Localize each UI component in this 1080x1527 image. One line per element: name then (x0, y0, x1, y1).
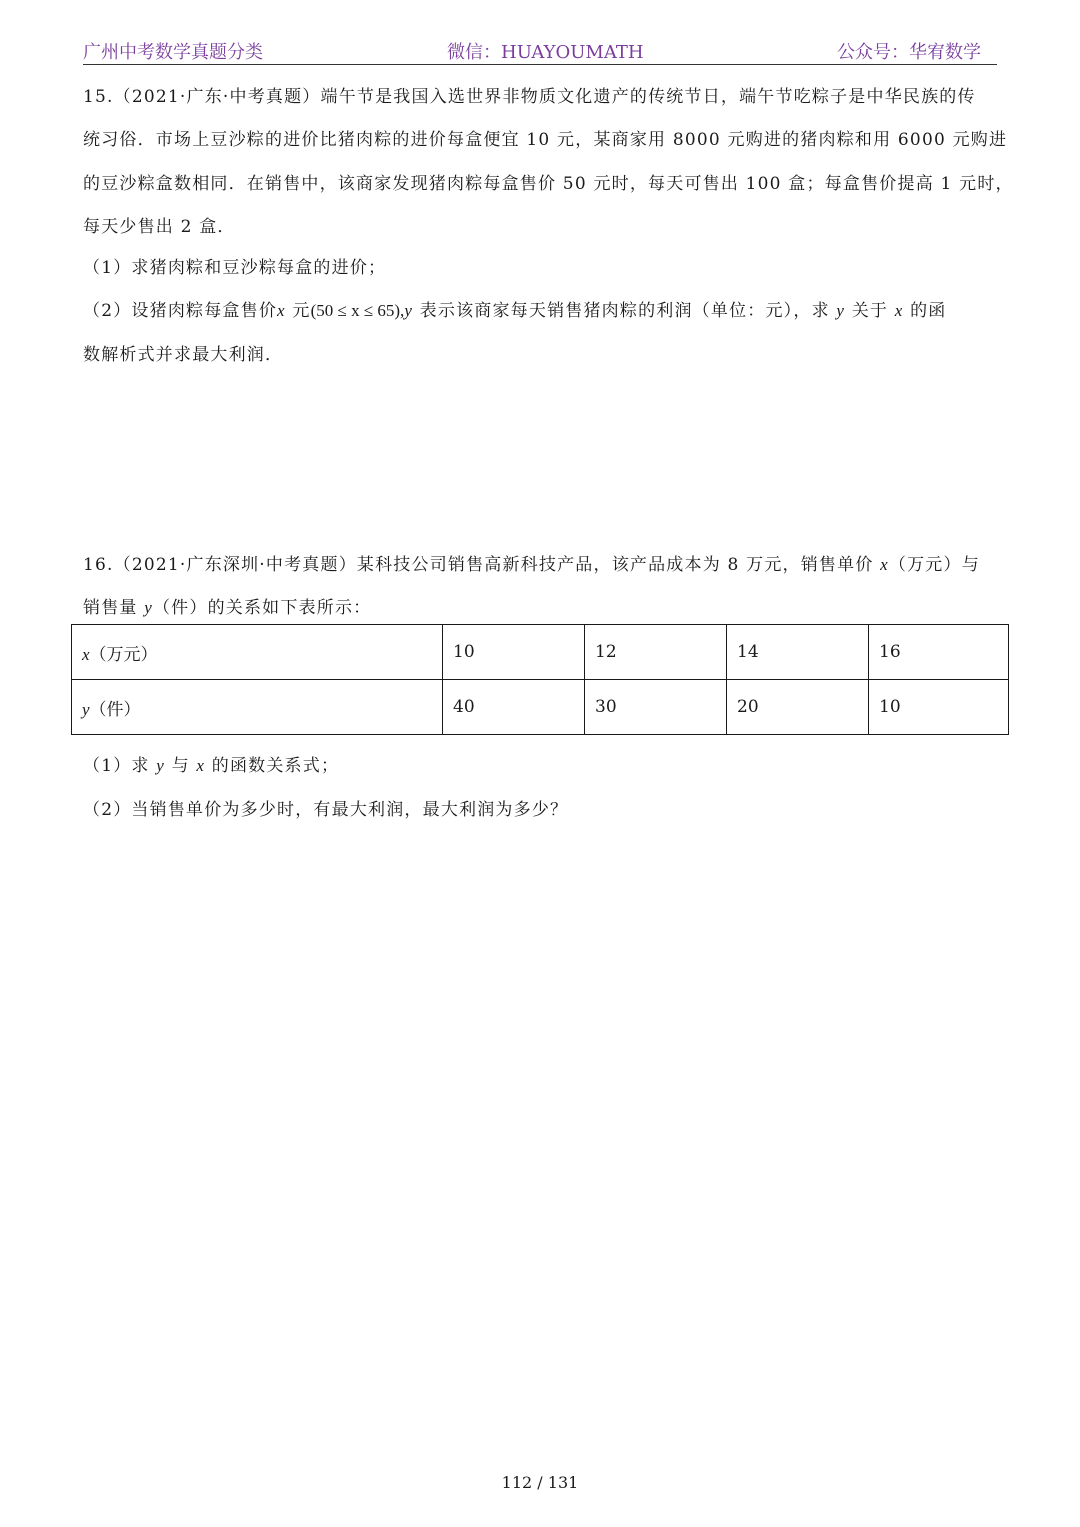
table-row (72, 625, 1009, 680)
table-cell: 30 (585, 680, 727, 735)
q15-subquestion-1: （1）求猪肉粽和豆沙粽每盒的进价； (83, 258, 387, 278)
var-y: y (836, 301, 846, 320)
var-x: x (82, 644, 90, 664)
table-cell: 16 (869, 625, 1009, 680)
q16-stem-text-a: 16.（2021·广东深圳·中考真题）某科技公司销售高新科技产品，该产品成本为 8 万元，销售单价 (83, 555, 881, 575)
q15-subquestion-2 (83, 296, 947, 321)
header-wechat-id: 微信：HUAYOUMATH (447, 42, 644, 63)
var-x: x (894, 301, 904, 320)
table-cell: 10 (869, 680, 1009, 735)
q15-sub2-text-d: 关于 (845, 301, 895, 321)
header-divider (83, 64, 997, 65)
table-header-x (72, 625, 443, 680)
table-cell: 20 (727, 680, 869, 735)
var-x: x (880, 555, 889, 574)
q15-price-range: (50 ≤ x ≤ 65), (310, 301, 405, 320)
var-x: x (277, 301, 286, 320)
page-number: 112 / 131 (501, 1473, 579, 1492)
q15-subquestion-2-cont: 数解析式并求最大利润． (83, 345, 284, 365)
q16-sub1-text-a: （1）求 (83, 756, 157, 776)
var-y: y (404, 301, 414, 320)
q16-stem-text-d: （件）的关系如下表所示： (152, 598, 372, 618)
q15-sub2-text-c: 表示该商家每天销售猪肉粽的利润（单位：元），求 (413, 301, 837, 321)
var-y: y (144, 598, 153, 617)
q16-subquestion-1 (83, 751, 339, 776)
header-public-account: 公众号：华宥数学 (837, 42, 981, 63)
q16-sub1-text-c: 的函数关系式； (205, 756, 340, 776)
q15-stem-line-2: 统习俗．市场上豆沙粽的进价比猪肉粽的进价每盒便宜 10 元，某商家用 8000 元购进的猪肉粽和用 6000 元购进 (83, 130, 1008, 150)
q15-stem-line-1: 15.（2021·广东·中考真题）端午节是我国入选世界非物质文化遗产的传统节日，端午节吃粽子是中华民族的传 (83, 87, 976, 107)
q16-stem-text-b: （万元）与 (888, 555, 980, 575)
q16-subquestion-2: （2）当销售单价为多少时，有最大利润，最大利润为多少？ (83, 800, 569, 820)
unit-label: （万元） (89, 644, 158, 665)
q16-sub1-text-b: 与 (164, 756, 197, 776)
q16-stem-text-c: 销售量 (83, 598, 145, 618)
table-cell: 12 (585, 625, 727, 680)
q16-stem-line-1 (83, 550, 980, 575)
unit-label: （件） (89, 699, 141, 720)
q15-stem-line-3: 的豆沙粽盒数相同．在销售中，该商家发现猪肉粽每盒售价 50 元时，每天可售出 100 盒；每盒售价提高 1 元时， (83, 174, 1014, 194)
var-x: x (196, 756, 206, 775)
table-cell: 14 (727, 625, 869, 680)
q15-sub2-text-a: （2）设猪肉粽每盒售价 (83, 301, 278, 321)
var-y: y (156, 756, 165, 775)
page-header (83, 36, 997, 64)
table-cell: 40 (443, 680, 585, 735)
price-volume-table (71, 624, 1009, 735)
q15-sub2-text-e: 的函 (903, 301, 947, 321)
table-cell: 10 (443, 625, 585, 680)
table-header-y (72, 680, 443, 735)
var-y: y (82, 699, 90, 719)
q16-stem-line-2 (83, 593, 371, 618)
q15-sub2-text-b: 元 (285, 301, 311, 321)
table-row (72, 680, 1009, 735)
q15-stem-line-4: 每天少售出 2 盒． (83, 217, 236, 237)
header-collection-title: 广州中考数学真题分类 (83, 42, 263, 63)
